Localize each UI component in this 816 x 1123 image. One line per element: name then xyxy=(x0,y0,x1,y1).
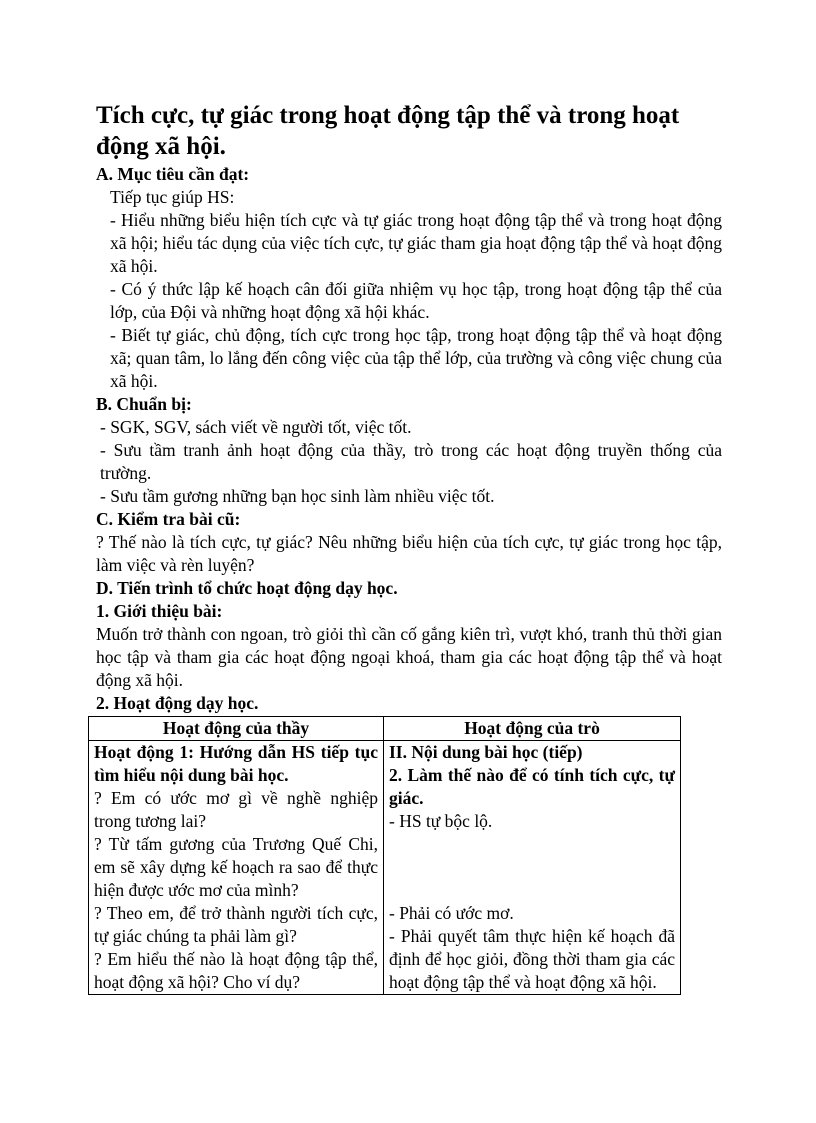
activity-table xyxy=(88,716,681,995)
teacher-question: ? Em hiểu thế nào là hoạt động tập thể, hoạt động xã hội? Cho ví dụ? xyxy=(94,949,378,992)
section-b-item: - Sưu tầm tranh ảnh hoạt động của thầy, trò trong các hoạt động truyền thống của trường. xyxy=(100,440,722,483)
section-a-intro: Tiếp tục giúp HS: xyxy=(110,187,235,207)
section-b-item: - SGK, SGV, sách viết về người tốt, việc tốt. xyxy=(100,417,412,437)
table-header-row xyxy=(89,717,681,741)
teacher-activity-title: Hoạt động 1: Hướng dẫn HS tiếp tục tìm hiểu nội dung bài học. xyxy=(94,742,378,785)
section-b-item: - Sưu tầm gương những bạn học sinh làm nhiều việc tốt. xyxy=(100,486,495,506)
section-d2-heading: 2. Hoạt động dạy học. xyxy=(96,693,259,713)
table-row xyxy=(89,741,681,995)
section-d1-heading: 1. Giới thiệu bài: xyxy=(96,601,223,621)
section-a-item: - Biết tự giác, chủ động, tích cực trong học tập, trong hoạt động tập thể và hoạt động xã; quan tâm, lo lắng đến công việc của tập thể lớp, của trường và công việc chung của xã hội. xyxy=(110,325,722,391)
student-column-header: Hoạt động của trò xyxy=(384,717,681,741)
student-cell xyxy=(384,741,681,995)
section-a-item: - Có ý thức lập kế hoạch cân đối giữa nhiệm vụ học tập, trong hoạt động tập thể của lớp, của Đội và những hoạt động xã hội khác. xyxy=(110,279,722,322)
document-content xyxy=(96,100,722,995)
section-c-text: ? Thế nào là tích cực, tự giác? Nêu những biểu hiện của tích cực, tự giác trong học tập, làm việc và rèn luyện? xyxy=(96,532,722,575)
teacher-question: ? Em có ước mơ gì về nghề nghiệp trong tương lai? xyxy=(94,788,378,831)
section-a-item: - Hiểu những biểu hiện tích cực và tự giác trong hoạt động tập thể và trong hoạt động xã hội; hiểu tác dụng của việc tích cực, tự giác tham gia hoạt động tập thể và hoạt động xã hội. xyxy=(110,210,722,276)
student-section-title: II. Nội dung bài học (tiếp) xyxy=(389,742,583,762)
teacher-cell xyxy=(89,741,384,995)
student-answer: - HS tự bộc lộ. xyxy=(389,811,493,831)
section-d-heading: D. Tiến trình tổ chức hoạt động dạy học. xyxy=(96,578,398,598)
spacer xyxy=(389,833,675,902)
lesson-title: Tích cực, tự giác trong hoạt động tập thể và trong hoạt động xã hội. xyxy=(96,102,680,160)
teacher-question: ? Theo em, để trở thành người tích cực, tự giác chúng ta phải làm gì? xyxy=(94,903,378,946)
section-b-heading: B. Chuẩn bị: xyxy=(96,394,192,414)
student-sub-title: 2. Làm thế nào để có tính tích cực, tự giác. xyxy=(389,765,675,808)
section-c-heading: C. Kiểm tra bài cũ: xyxy=(96,509,241,529)
student-answer: - Phải có ước mơ. xyxy=(389,903,514,923)
student-answer: - Phải quyết tâm thực hiện kế hoạch đã định để học giỏi, đồng thời tham gia các hoạt động tập thể và hoạt động xã hội. xyxy=(389,926,675,992)
teacher-column-header: Hoạt động của thầy xyxy=(89,717,384,741)
section-a-heading: A. Mục tiêu cần đạt: xyxy=(96,164,250,184)
teacher-question: ? Từ tấm gương của Trương Quế Chi, em sẽ xây dựng kế hoạch ra sao để thực hiện được ước mơ của mình? xyxy=(94,834,378,900)
section-d1-text: Muốn trở thành con ngoan, trò giỏi thì cần cố gắng kiên trì, vượt khó, tranh thủ thời gian học tập và tham gia các hoạt động ngoại khoá, tham gia các hoạt động tập thể và hoạt động xã hội. xyxy=(96,624,722,690)
